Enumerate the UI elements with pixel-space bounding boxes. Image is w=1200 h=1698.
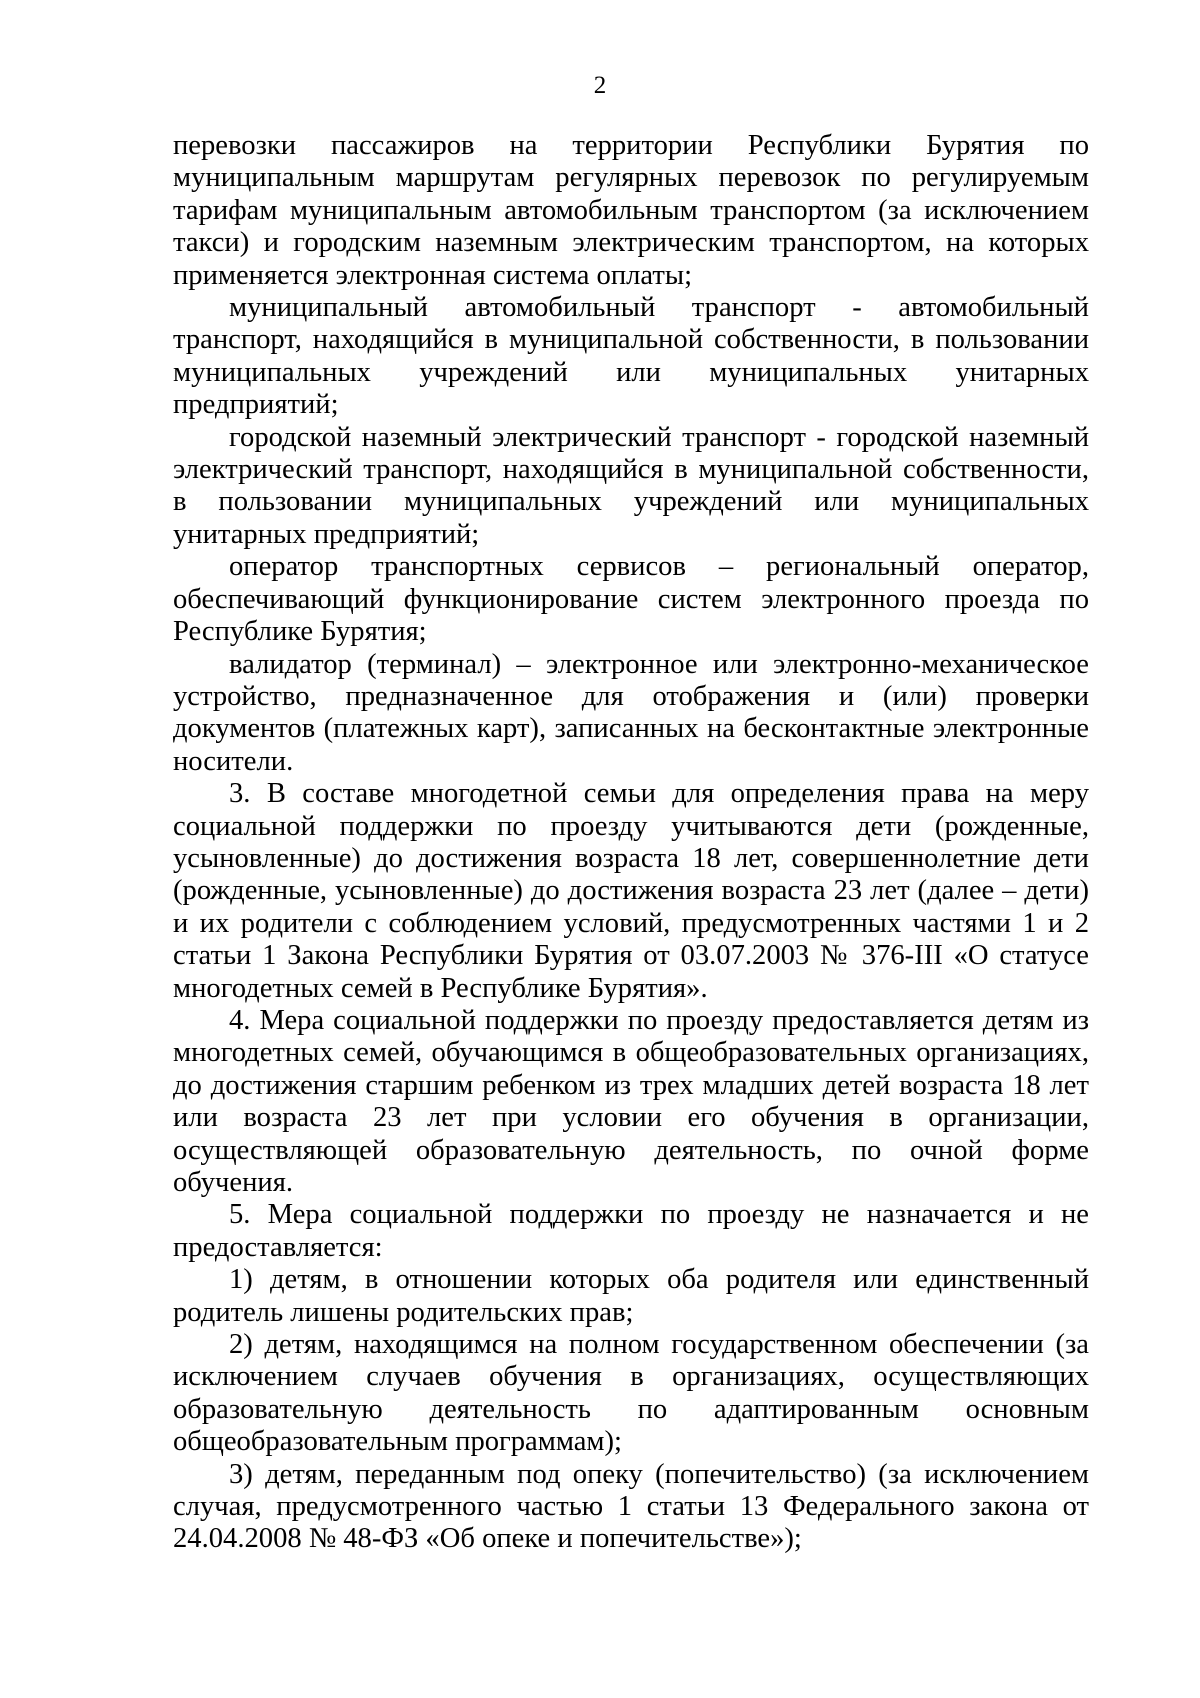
paragraph-subitem-3: 3) детям, переданным под опеку (попечительство) (за исключением случая, предусмотренного частью 1 статьи 13 Федерального закона от 24.04.2008 № 48-ФЗ «Об опеке и попечительстве»); [173,1458,1089,1555]
paragraph-subitem-1: 1) детям, в отношении которых оба родителя или единственный родитель лишены родительских прав; [173,1264,1089,1328]
paragraph-subitem-2: 2) детям, находящимся на полном государственном обеспечении (за исключением случаев обучения в организациях, осуществляющих образовательную деятельность по адаптированным основным общеобразовательным программам); [173,1329,1089,1458]
paragraph-item-4: 4. Мера социальной поддержки по проезду предоставляется детям из многодетных семей, обучающимся в общеобразовательных организациях, до достижения старшим ребенком из трех младших детей возраста 18 лет или возраста 23 лет при условии его обучения в организации, осуществляющей образовательную деятельность, по очной форме обучения. [173,1004,1089,1198]
paragraph-municipal-transport: муниципальный автомобильный транспорт - автомобильный транспорт, находящийся в муниципальной собственности, в пользовании муниципальных учреждений или муниципальных унитарных предприятий; [173,292,1089,421]
paragraph-item-5: 5. Мера социальной поддержки по проезду не назначается и не предоставляется: [173,1199,1089,1263]
document-body [173,130,1089,1556]
paragraph-item-3: 3. В составе многодетной семьи для определения права на меру социальной поддержки по проезду учитываются дети (рожденные, усыновленные) до достижения возраста 18 лет, совершеннолетние дети (рожденные, усыновленные) до достижения возраста 23 лет (далее – дети) и их родители с соблюдением условий, предусмотренных частями 1 и 2 статьи 1 Закона Республики Бурятия от 03.07.2003 № 376-III «О статусе многодетных семей в Республике Бурятия». [173,778,1089,1004]
paragraph-transport-operator: оператор транспортных сервисов – региональный оператор, обеспечивающий функционирование систем электронного проезда по Республике Бурятия; [173,551,1089,648]
paragraph-validator: валидатор (терминал) – электронное или электронно-механическое устройство, предназначенное для отображения и (или) проверки документов (платежных карт), записанных на бесконтактные электронные носители. [173,648,1089,777]
paragraph-electric-transport: городской наземный электрический транспорт - городской наземный электрический транспорт, находящийся в муниципальной собственности, в пользовании муниципальных учреждений или муниципальных унитарных предприятий; [173,421,1089,550]
paragraph-transport-definition-continued: перевозки пассажиров на территории Республики Бурятия по муниципальным маршрутам регулярных перевозок по регулируемым тарифам муниципальным автомобильным транспортом (за исключением такси) и городским наземным электрическим транспортом, на которых применяется электронная система оплаты; [173,130,1089,291]
page-number: 2 [593,72,607,99]
